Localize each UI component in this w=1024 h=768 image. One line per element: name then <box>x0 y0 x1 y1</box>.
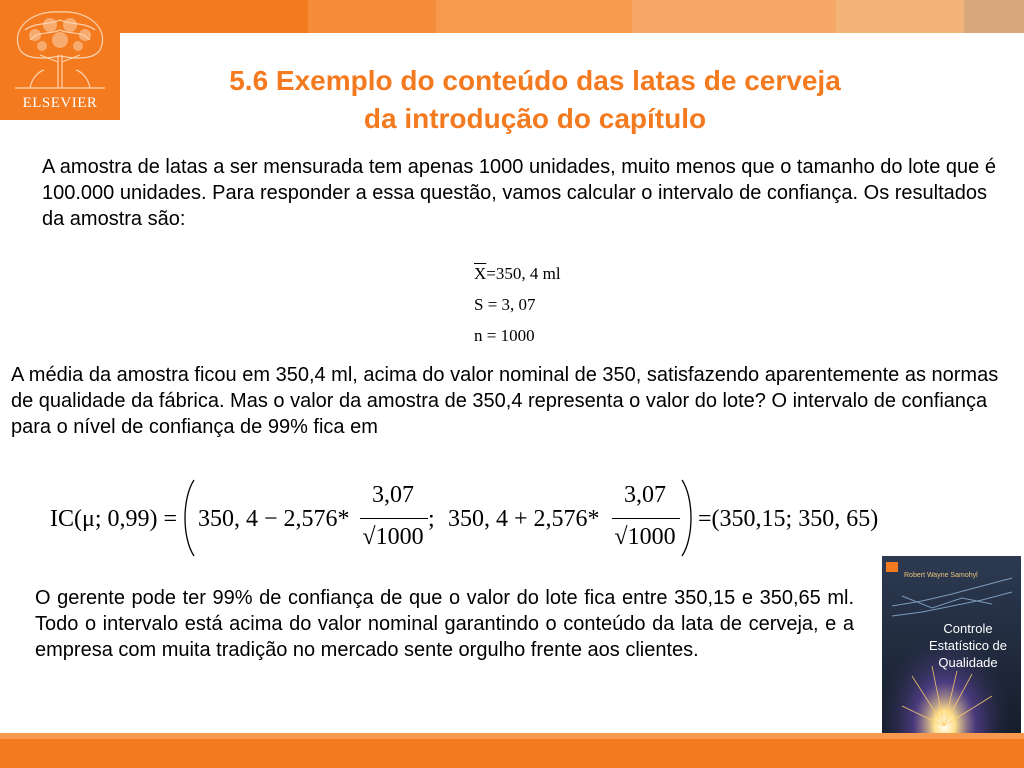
formula-result: =(350,15; 350, 65) <box>698 506 879 532</box>
right-paren-icon <box>678 478 698 558</box>
n-line: n = 1000 <box>474 326 535 345</box>
confidence-interval-formula <box>50 478 900 558</box>
fraction-2-line <box>612 518 680 519</box>
logo-text: ELSEVIER <box>22 95 98 111</box>
explanation-paragraph: A média da amostra ficou em 350,4 ml, acima do valor nominal de 350, satisfazendo aparentemente as normas de qualidade da fábrica. Mas o valor da amostra de 350,4 representa o valor do lote? O intervalo de confiança para o nível de confiança de 99% fica em <box>11 364 999 438</box>
footer-bar-highlight <box>0 733 1024 739</box>
left-paren-icon <box>178 478 198 558</box>
formula-separator: ; <box>428 506 435 532</box>
tree-icon <box>0 0 120 95</box>
header-bar-segment <box>632 0 836 33</box>
formula-right-term: 350, 4 + 2,576* <box>448 506 600 532</box>
sd-line: S = 3, 07 <box>474 295 536 314</box>
book-cover <box>882 556 1021 748</box>
mean-symbol: $\overline{X}$ <box>474 264 487 283</box>
header-bar-segment <box>836 0 964 33</box>
title-line-1: 5.6 Exemplo do conteúdo das latas de cerveja <box>229 65 841 96</box>
header-bar-segment <box>308 0 436 33</box>
fraction-2-numerator: 3,07 <box>624 482 666 508</box>
header-bar-segment <box>436 0 632 33</box>
mean-value: =350, 4 ml <box>486 264 561 283</box>
sample-statistics <box>474 258 561 351</box>
header-bar-segment <box>964 0 1024 33</box>
book-title: Controle Estatístico de Qualidade <box>928 621 1008 670</box>
title-line-2: da introdução do capítulo <box>363 103 707 134</box>
intro-paragraph: A amostra de latas a ser mensurada tem apenas 1000 unidades, muito menos que o tamanho do lote que é 100.000 unidades. Para responder a essa questão, vamos calcular o intervalo de confiança. Os resultados da amostra são: <box>42 156 996 230</box>
book-author: Robert Wayne Samohyl <box>904 572 978 579</box>
mean-line <box>474 258 561 289</box>
formula-left-term: 350, 4 − 2,576* <box>198 506 350 532</box>
fraction-1-line <box>360 518 428 519</box>
conclusion-paragraph: O gerente pode ter 99% de confiança de que o valor do lote fica entre 350,15 e 350,65 ml. Todo o intervalo está acima do valor nominal garantindo o conteúdo da lata de cerveja, e a empresa com muita tradição no mercado sente orgulho frente aos clientes. <box>35 587 854 661</box>
fraction-1-denominator: √1000 <box>362 524 424 550</box>
fraction-1-numerator: 3,07 <box>372 482 414 508</box>
formula-lhs: IC(μ; 0,99) = <box>50 506 178 532</box>
page-title <box>120 62 950 138</box>
fraction-2-denominator: √1000 <box>614 524 676 550</box>
elsevier-logo <box>0 0 120 120</box>
header-bar-segment <box>120 0 308 33</box>
